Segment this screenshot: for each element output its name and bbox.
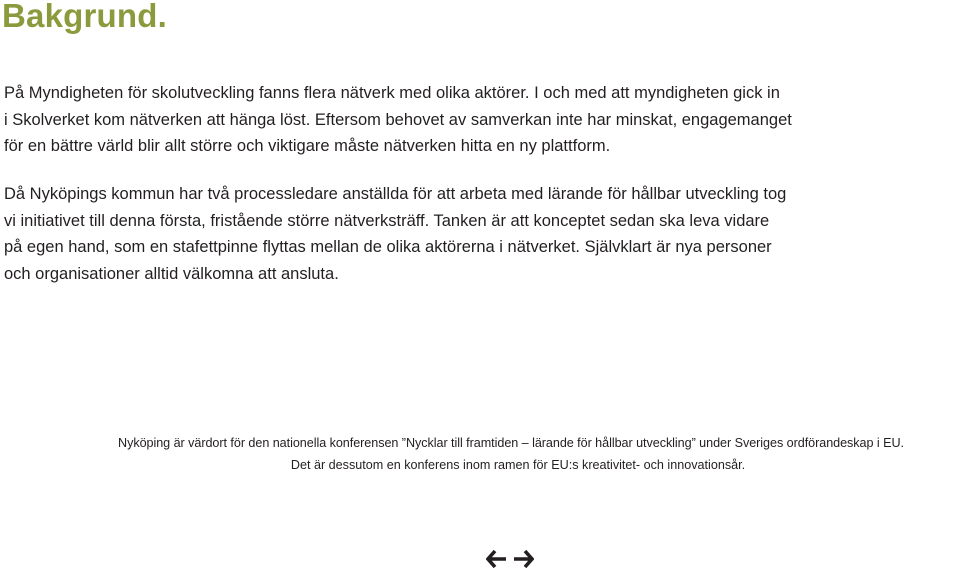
paragraph-line: vi initiativet till denna första, fristående större nätverksträff. Tanken är att konceptet sedan ska leva vidare [4, 211, 770, 230]
footer-line: Nyköping är värdort för den nationella konferensen ”Nycklar till framtiden – lärande för hållbar utveckling” under Sveriges ordförandeskap i EU. [118, 436, 904, 450]
arrow-right-icon [512, 549, 534, 569]
page-heading: Bakgrund. [2, 0, 167, 34]
page-navigation [486, 548, 534, 570]
paragraph-line: i Skolverket kom nätverken att hänga löst. Eftersom behovet av samverkan inte har minskat, engagemanget [4, 110, 792, 129]
paragraph-line: på egen hand, som en stafettpinne flyttas mellan de olika aktörerna i nätverket. Självklart är nya personer [4, 238, 772, 256]
footer-note [0, 432, 960, 476]
previous-page-button[interactable] [486, 549, 508, 569]
paragraph-initiative [4, 181, 956, 287]
paragraph-intro [4, 80, 956, 160]
paragraph-line: Då Nyköpings kommun har två processledare anställda för att arbeta med lärande för hållbar utveckling tog [4, 185, 787, 203]
next-page-button[interactable] [512, 549, 534, 569]
footer-line: Det är dessutom en konferens inom ramen för EU:s kreativitet- och innovationsår. [290, 458, 746, 472]
paragraph-line: På Myndigheten för skolutveckling fanns flera nätverk med olika aktörer. I och med att myndigheten gick in [4, 84, 780, 102]
paragraph-line: för en bättre värld blir allt större och viktigare måste nätverken hitta en ny plattform. [4, 137, 611, 155]
arrow-left-icon [486, 549, 508, 569]
paragraph-line: och organisationer alltid välkomna att ansluta. [4, 264, 339, 283]
